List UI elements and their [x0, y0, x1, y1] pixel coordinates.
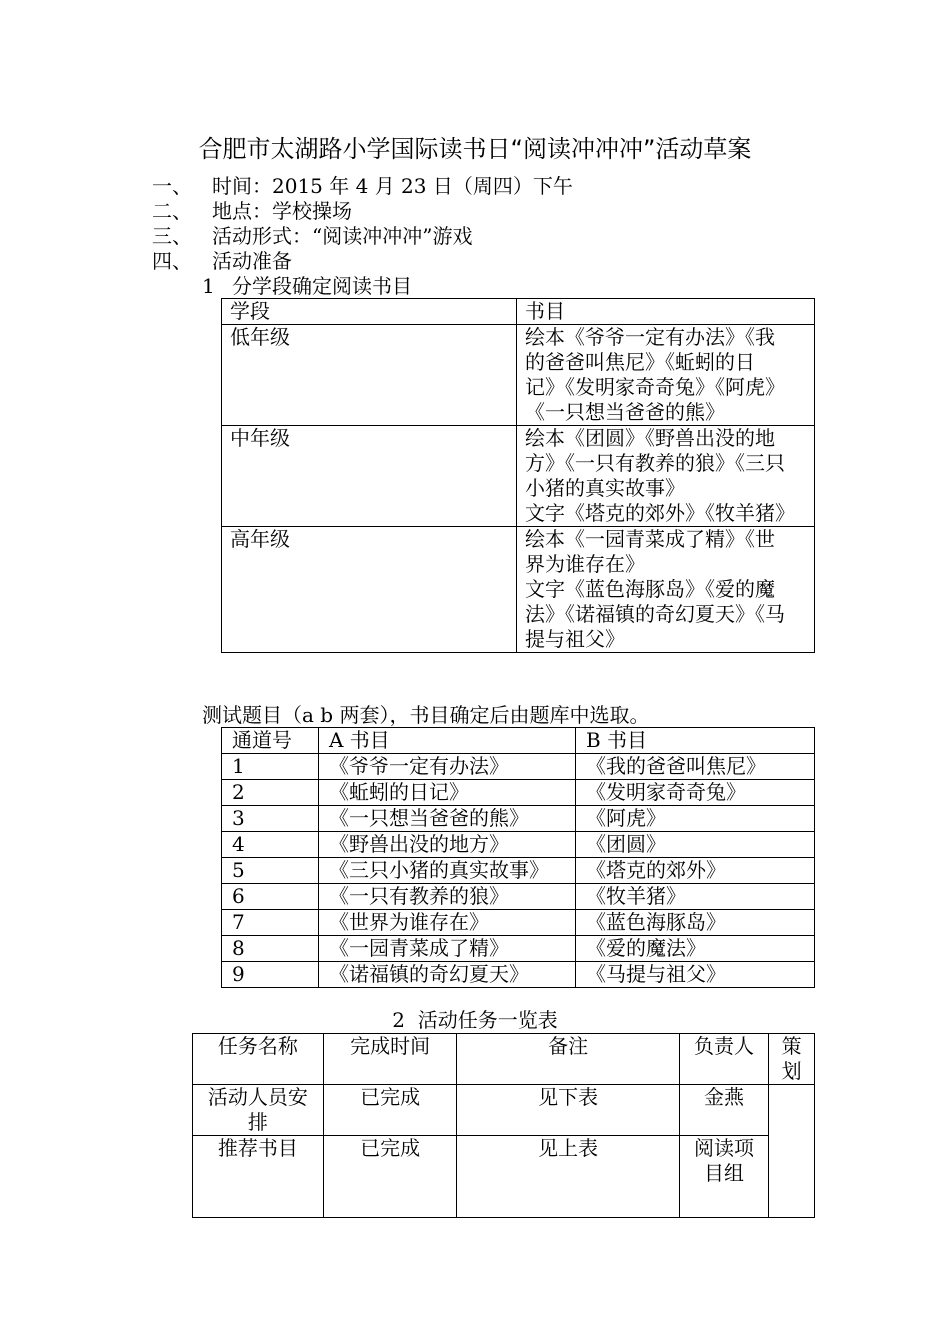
table-row: 6 《一只有教养的狼》 《牧羊猪》	[222, 884, 815, 910]
planning-cell	[769, 1085, 815, 1218]
section-1-heading: 1 分学段确定阅读书目	[202, 274, 412, 298]
table-row: 高年级 绘本《一园青菜成了精》《世 界为谁存在》 文字《蓝色海豚岛》《爱的魔 法》《诺福镇的奇幻夏天》《马 提与祖父》	[222, 527, 815, 653]
table-row: 8 《一园青菜成了精》 《爱的魔法》	[222, 936, 815, 962]
reading-list-table	[221, 298, 815, 653]
section-2-heading: 2 活动任务一览表	[392, 1008, 558, 1032]
item-location: 二、 地点：学校操场	[152, 199, 352, 223]
table-row: 4 《野兽出没的地方》 《团圆》	[222, 832, 815, 858]
header-grade: 学段	[222, 299, 517, 325]
table-header-row	[222, 299, 815, 325]
table-row: 推荐书目 已完成 见上表 阅读项目组	[193, 1136, 815, 1218]
table-header-row: 通道号 A 书目 B 书目	[222, 728, 815, 754]
item-preparation: 四、 活动准备	[152, 249, 292, 273]
table-row: 3 《一只想当爸爸的熊》 《阿虎》	[222, 806, 815, 832]
table-row: 2 《蚯蚓的日记》 《发明家奇奇兔》	[222, 780, 815, 806]
table-row: 7 《世界为谁存在》 《蓝色海豚岛》	[222, 910, 815, 936]
table-row: 9 《诺福镇的奇幻夏天》 《马提与祖父》	[222, 962, 815, 988]
table-row: 活动人员安排 已完成 见下表 金燕	[193, 1085, 815, 1136]
document-title: 合肥市太湖路小学国际读书日“阅读冲冲冲”活动草案	[198, 135, 752, 163]
test-note: 测试题目（a b 两套），书目确定后由题库中选取。	[202, 703, 650, 727]
table-row: 1 《爷爷一定有办法》 《我的爸爸叫焦尼》	[222, 754, 815, 780]
item-format: 三、 活动形式：“阅读冲冲冲”游戏	[152, 224, 473, 248]
task-list-table	[192, 1033, 815, 1218]
header-books: 书目	[517, 299, 815, 325]
channel-books-table	[221, 727, 815, 988]
table-header-row: 任务名称 完成时间 备注 负责人 策划	[193, 1034, 815, 1085]
table-row: 低年级 绘本《爷爷一定有办法》《我 的爸爸叫焦尼》《蚯蚓的日 记》《发明家奇奇兔》《阿虎》 《一只想当爸爸的熊》	[222, 325, 815, 426]
item-time: 一、 时间：2015 年 4 月 23 日（周四）下午	[152, 174, 573, 198]
table-row: 5 《三只小猪的真实故事》 《塔克的郊外》	[222, 858, 815, 884]
table-row: 中年级 绘本《团圆》《野兽出没的地 方》《一只有教养的狼》《三只 小猪的真实故事》 文字《塔克的郊外》《牧羊猪》	[222, 426, 815, 527]
